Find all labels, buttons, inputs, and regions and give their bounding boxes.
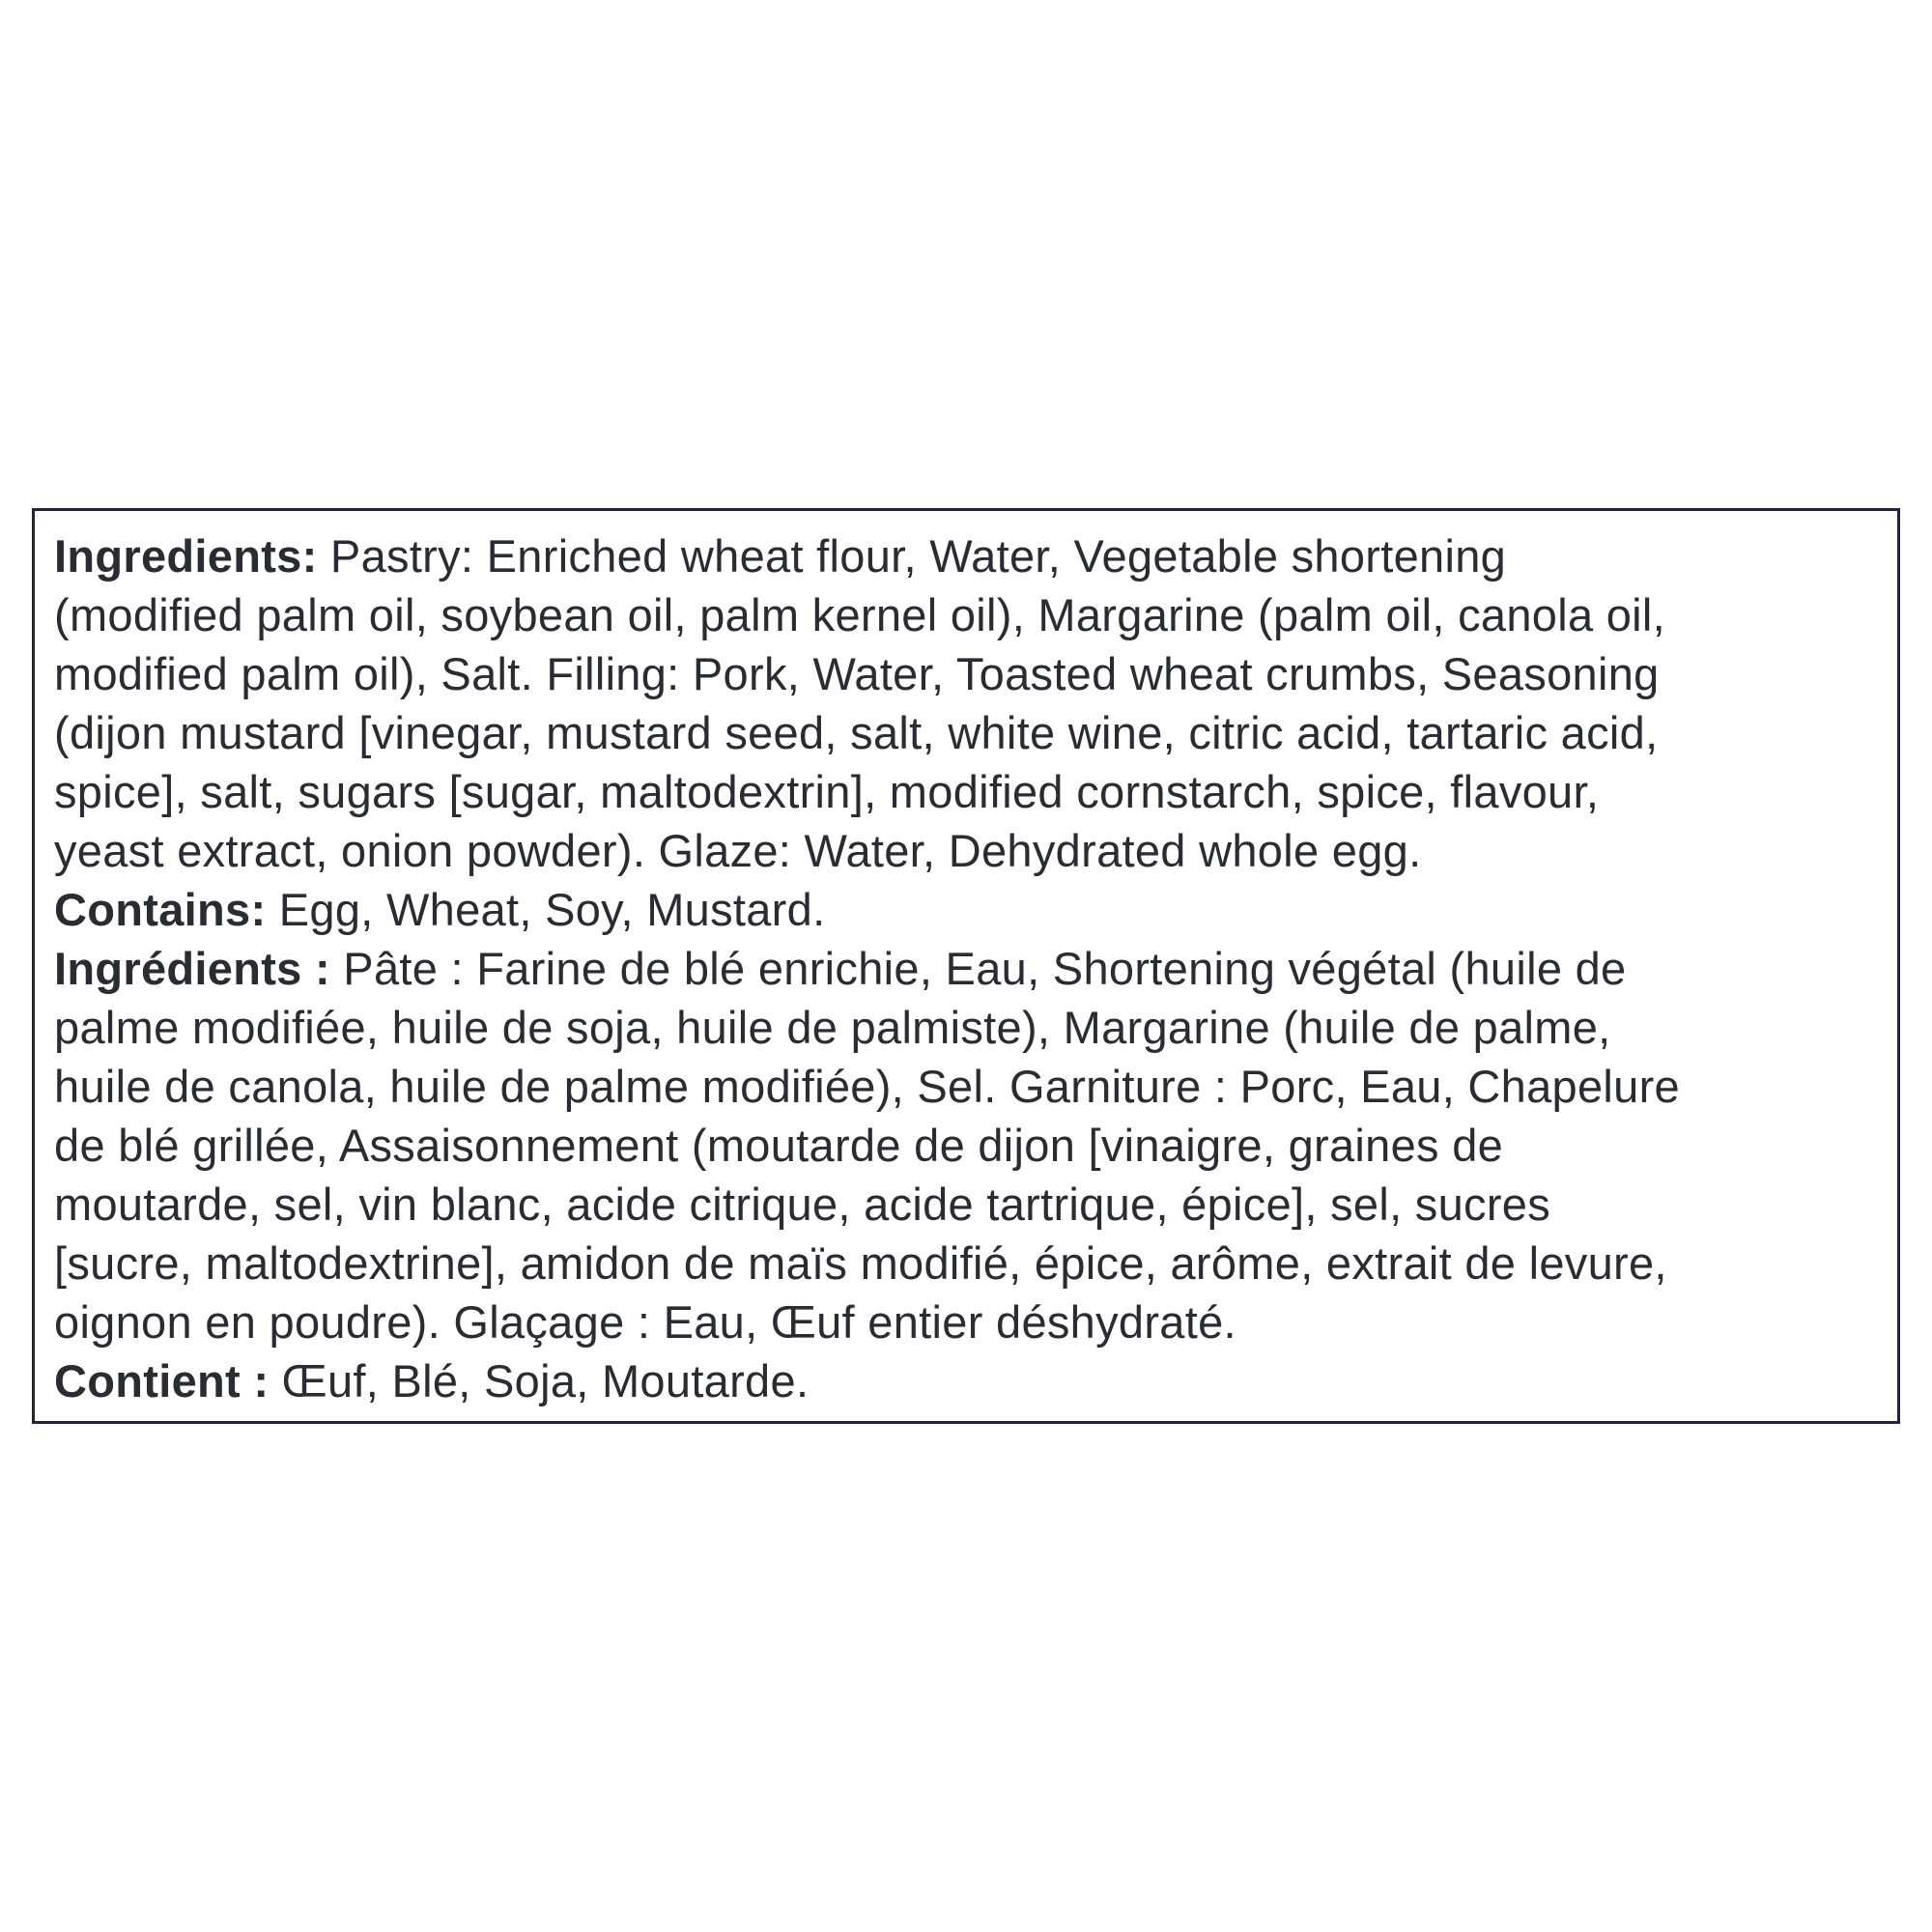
ingredients-fr-text: Pâte : Farine de blé enrichie, Eau, Shortening végétal (huile de [329, 943, 1627, 994]
ingredients-fr-heading: Ingrédients : [54, 943, 330, 994]
ingredients-fr-line: moutarde, sel, vin blanc, acide citrique, acide tartrique, épice], sel, sucres [54, 1179, 1551, 1230]
ingredients-en-line [54, 526, 1880, 585]
ingredients-en-line: modified palm oil), Salt. Filling: Pork, Water, Toasted wheat crumbs, Seasoning [54, 648, 1660, 699]
contains-fr-heading: Contient : [54, 1355, 270, 1406]
ingredients-en-line: (dijon mustard [vinegar, mustard seed, salt, white wine, citric acid, tartaric acid, [54, 707, 1659, 758]
contains-fr-line [54, 1351, 1880, 1410]
ingredients-en-text: Pastry: Enriched wheat flour, Water, Vegetable shortening [317, 530, 1507, 582]
ingredients-fr-line: de blé grillée, Assaisonnement (moutarde de dijon [vinaigre, graines de [54, 1120, 1504, 1171]
contains-fr-text: Œuf, Blé, Soja, Moutarde. [269, 1355, 810, 1406]
ingredients-en-line: yeast extract, onion powder). Glaze: Water, Dehydrated whole egg. [54, 825, 1422, 876]
ingredients-fr-line: huile de canola, huile de palme modifiée), Sel. Garniture : Porc, Eau, Chapelure [54, 1061, 1680, 1112]
ingredients-en-line: spice], salt, sugars [sugar, maltodextrin], modified cornstarch, spice, flavour, [54, 766, 1600, 817]
contains-en-section [54, 880, 1880, 939]
ingredients-fr-line: palme modifiée, huile de soja, huile de palmiste), Margarine (huile de palme, [54, 1002, 1611, 1053]
contains-fr-section [54, 1351, 1880, 1410]
ingredients-label-box [32, 508, 1900, 1424]
contains-en-line [54, 880, 1880, 939]
ingredients-en-section [54, 526, 1880, 880]
ingredients-fr-line [54, 939, 1880, 998]
ingredients-en-line: (modified palm oil, soybean oil, palm kernel oil), Margarine (palm oil, canola oil, [54, 589, 1666, 640]
contains-en-text: Egg, Wheat, Soy, Mustard. [266, 884, 826, 935]
ingredients-fr-line: oignon en poudre). Glaçage : Eau, Œuf entier déshydraté. [54, 1296, 1236, 1348]
ingredients-en-heading: Ingredients: [54, 530, 318, 582]
ingredients-fr-section [54, 939, 1880, 1351]
ingredients-fr-line: [sucre, maltodextrine], amidon de maïs modifié, épice, arôme, extrait de levure, [54, 1237, 1667, 1289]
contains-en-heading: Contains: [54, 884, 267, 935]
